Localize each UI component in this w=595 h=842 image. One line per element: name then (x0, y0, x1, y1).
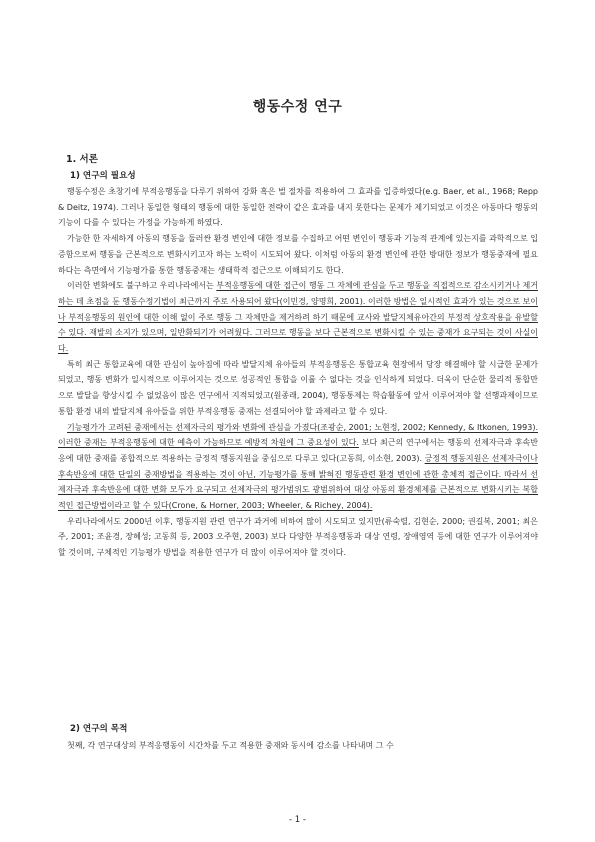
paragraph (58, 278, 538, 357)
underlined-text: 긍정적 행동지원은 선제자극이나 후속반응에 대한 단일의 중재방법을 적용하는 것이 아닌, 기능평가를 통해 밝혀진 행동관련 환경 변인에 관한 총체적 접근이다. 따라서 선제자극과 후속반응에 대한 변화 모두가 요구되고 선제자극의 평가범위도 광범위하여 대상 아동의 환경체제를 근본적으로 변화시키는 복합적인 접근방법이라고 할 수 있다(Crone, & Horner, 2003; Wheeler, & Richey, 2004). (58, 453, 538, 511)
subsection-heading-purpose: 2) 연구의 목적 (70, 724, 128, 734)
paragraph: 행동수정은 초창기에 부적응행동을 다루기 위하여 강화 혹은 벌 절차를 적용하여 그 효과를 입증하였다(e.g. Baer, et al., 1968; Repp & Deitz, 1974). 그러나 동일한 형태의 행동에 대한 동일한 전략이 같은 효과를 내지 못한다는 문제가 제기되었고 이것은 아동마다 행동의 기능이 다를 수 있다는 가정을 가능하게 하였다. (58, 187, 538, 228)
underlined-text: 기능평가가 고려된 중재에서는 선제자극의 평가와 변화에 관심을 가졌다(조광순, 2001; 노현정, 2002; Kennedy, & Itkonen, 1993). 이러한 중재는 부적응행동에 대한 예측이 가능하므로 예방적 차원에 그 중요성이 있다. (58, 422, 538, 448)
page-number: - 1 - (289, 815, 306, 825)
paragraph-text: 이러한 변화에도 불구하고 우리나라에서는 (67, 281, 217, 291)
paragraph-text: 보다 최근의 연구에서는 행동의 선제자극과 후속반응에 대한 중재를 종합적으로 적용하는 긍정적 행동지원을 중심으로 다루고 있다(고동희, 이소현, 2003). (58, 438, 538, 463)
paragraph: 첫째, 각 연구대상의 부적응행동이 시간차를 두고 적용한 중재와 동시에 감소를 나타내며 그 수 (67, 741, 394, 750)
section-heading-introduction: 1. 서론 (66, 154, 98, 165)
underlined-text: 부적응행동에 대한 접근이 행동 그 자체에 관심을 두고 행동을 직접적으로 감소시키거나 제거하는 데 초점을 둔 행동수정기법이 최근까지 주로 사용되어 왔다(이민경, 양명희, 2001). 이러한 방법은 일시적인 효과가 있는 것으로 보이나 부적응행동의 원인에 대한 이해 없이 주로 행동 그 자체만을 제거하려 하기 때문에 교사와 발달지체유아간의 부정적 상호작용을 유발할 수 있다. 재발의 소지가 있으며, 일반화되기가 어려웠다. 그러므로 행동을 보다 근본적으로 변화시킬 수 있는 중재가 요구되는 것이 사실이다. (58, 281, 538, 354)
paragraph: 특히 최근 통합교육에 대한 관심이 높아짐에 따라 발달지체 유아들의 부적응행동은 통합교육 현장에서 당장 해결해야 할 시급한 문제가 되었고, 행동 변화가 일시적으로 이루어지는 것으로 성공적인 통합을 이룰 수 없다는 것을 인식하게 되었다. 더욱이 단순한 물리적 통합만으로 발달을 향상시킬 수 없었음이 많은 연구에서 지적되었고(원종래, 2004), 행동통제는 학습활동에 앞서 이루어져야 할 선행과제이므로 통합 환경 내의 발달지체 유아들을 위한 부적응행동 중재는 선결되어야 할 과제라고 할 수 있다. (58, 359, 538, 416)
subsection-heading-necessity: 1) 연구의 필요성 (70, 171, 136, 181)
body-text-necessity (58, 184, 538, 561)
paragraph: 가능한 한 자세하게 아동의 행동을 둘러싼 환경 변인에 대한 정보를 수집하고 어떤 변인이 행동과 기능적 관계에 있는지를 과학적으로 입증함으로써 행동을 근본적으로 변화시키고자 하는 노력이 시도되어 왔다. 이처럼 아동의 환경 변인에 관한 방대한 정보가 행동중재에 필요하다는 측면에서 기능평가를 통한 행동중재는 생태학적 접근으로 이해되기도 한다. (58, 234, 538, 275)
body-text-purpose (58, 738, 538, 754)
paragraph: 우리나라에서도 2000년 이후, 행동지원 관련 연구가 과거에 비하여 많이 시도되고 있지만(류숙렬, 김현순, 2000; 권길복, 2001; 최은주, 2001; 조윤경, 장혜성; 고동희 등, 2003 오주현, 2003) 보다 다양한 부적응행동과 대상 연령, 장애영역 등에 대한 연구가 이루어져야 할 것이며, 구체적인 기능평가 방법을 적용한 연구가 더 많이 이루어져야 할 것이다. (58, 516, 538, 558)
paragraph (58, 420, 538, 514)
document-title: 행동수정 연구 (252, 99, 343, 115)
